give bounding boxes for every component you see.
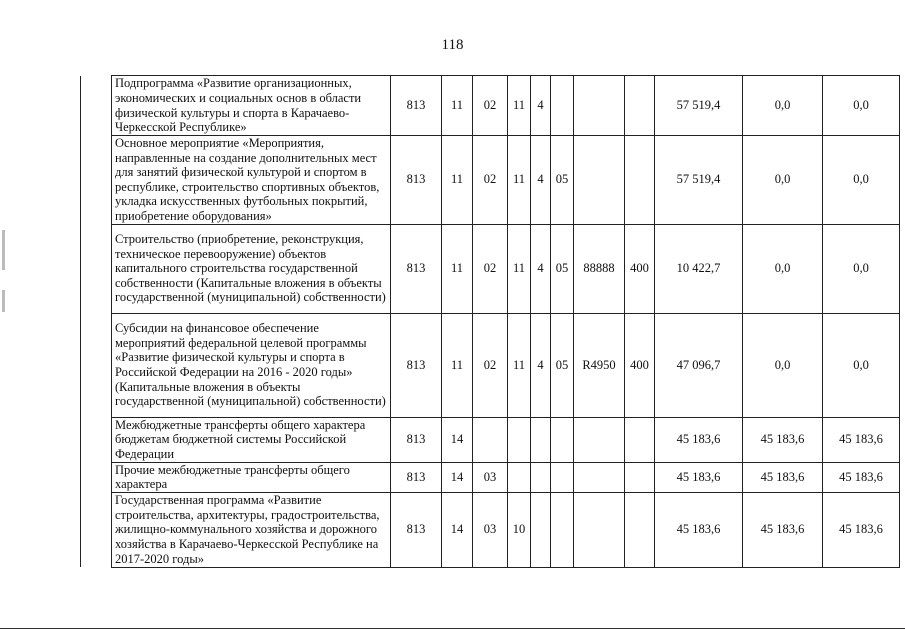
scan-artifact: [2, 290, 5, 312]
amount-year-3: 45 183,6: [823, 417, 900, 462]
ved-code: 813: [391, 492, 442, 567]
ved-code: 813: [391, 136, 442, 225]
amount-year-1: 45 183,6: [655, 462, 743, 492]
amount-year-1: 47 096,7: [655, 313, 743, 417]
section-code: 11: [442, 136, 473, 225]
table-row: [81, 417, 900, 462]
activity-code: 05: [551, 313, 574, 417]
activity-code: [551, 76, 574, 136]
amount-year-1: 57 519,4: [655, 136, 743, 225]
lead-cell: [81, 136, 112, 225]
expense-type-code: [625, 136, 655, 225]
subprogram-code: [531, 462, 551, 492]
row-name: Строительство (приобретение, реконструкция, техническое перевооружение) объектов капитального строительства государственной собственности (Капитальные вложения в объекты государственной (муниципальной) собственности): [112, 224, 391, 313]
lead-cell: [81, 492, 112, 567]
amount-year-1: 45 183,6: [655, 417, 743, 462]
amount-year-3: 45 183,6: [823, 462, 900, 492]
program-code: 11: [508, 76, 531, 136]
lead-cell: [81, 417, 112, 462]
amount-year-1: 57 519,4: [655, 76, 743, 136]
amount-year-2: 0,0: [743, 76, 823, 136]
section-code: 14: [442, 417, 473, 462]
program-code: [508, 417, 531, 462]
expense-type-code: 400: [625, 224, 655, 313]
program-code: 11: [508, 224, 531, 313]
table-row: [81, 76, 900, 136]
expense-type-code: [625, 492, 655, 567]
table-row: [81, 313, 900, 417]
amount-year-3: 45 183,6: [823, 492, 900, 567]
lead-cell: [81, 313, 112, 417]
program-code: 10: [508, 492, 531, 567]
amount-year-1: 45 183,6: [655, 492, 743, 567]
row-name: Прочие межбюджетные трансферты общего характера: [112, 462, 391, 492]
subprogram-code: 4: [531, 313, 551, 417]
expense-type-code: [625, 417, 655, 462]
amount-year-3: 0,0: [823, 76, 900, 136]
row-name: Межбюджетные трансферты общего характера бюджетам бюджетной системы Российской Федерации: [112, 417, 391, 462]
table-row: [81, 492, 900, 567]
lead-cell: [81, 462, 112, 492]
amount-year-1: 10 422,7: [655, 224, 743, 313]
amount-year-2: 0,0: [743, 224, 823, 313]
subsection-code: 03: [473, 462, 508, 492]
expense-type-code: [625, 462, 655, 492]
amount-year-2: 45 183,6: [743, 462, 823, 492]
direction-code: 88888: [574, 224, 625, 313]
table-row: [81, 462, 900, 492]
subprogram-code: [531, 492, 551, 567]
ved-code: 813: [391, 313, 442, 417]
direction-code: R4950: [574, 313, 625, 417]
subprogram-code: 4: [531, 224, 551, 313]
amount-year-3: 0,0: [823, 224, 900, 313]
amount-year-3: 0,0: [823, 313, 900, 417]
subprogram-code: 4: [531, 136, 551, 225]
amount-year-3: 0,0: [823, 136, 900, 225]
row-name: Государственная программа «Развитие строительства, архитектуры, градостроительства, жилищно-коммунального хозяйства и дорожного хозяйства в Карачаево-Черкесской Республике на 2017-2020 годы»: [112, 492, 391, 567]
section-code: 11: [442, 76, 473, 136]
lead-cell: [81, 224, 112, 313]
direction-code: [574, 136, 625, 225]
subsection-code: 02: [473, 136, 508, 225]
program-code: 11: [508, 136, 531, 225]
page-bottom-rule: [0, 628, 905, 629]
activity-code: [551, 417, 574, 462]
section-code: 11: [442, 313, 473, 417]
section-code: 11: [442, 224, 473, 313]
row-name: Основное мероприятие «Мероприятия, направленные на создание дополнительных мест для занятий физической культурой и спортом в республике, строительство спортивных объектов, укладка искусственных футбольных покрытий, приобретение оборудования»: [112, 136, 391, 225]
subsection-code: 02: [473, 313, 508, 417]
section-code: 14: [442, 462, 473, 492]
expense-type-code: 400: [625, 313, 655, 417]
row-name: Субсидии на финансовое обеспечение мероприятий федеральной целевой программы «Развитие физической культуры и спорта в Российской Федерации на 2016 - 2020 годы» (Капитальные вложения в объекты государственной (муниципальной) собственности): [112, 313, 391, 417]
direction-code: [574, 462, 625, 492]
lead-cell: [81, 76, 112, 136]
scan-artifact: [2, 230, 5, 270]
table-row: [81, 136, 900, 225]
activity-code: 05: [551, 136, 574, 225]
direction-code: [574, 492, 625, 567]
subsection-code: 02: [473, 224, 508, 313]
ved-code: 813: [391, 462, 442, 492]
amount-year-2: 45 183,6: [743, 492, 823, 567]
program-code: 11: [508, 313, 531, 417]
amount-year-2: 45 183,6: [743, 417, 823, 462]
subprogram-code: [531, 417, 551, 462]
activity-code: [551, 492, 574, 567]
section-code: 14: [442, 492, 473, 567]
activity-code: [551, 462, 574, 492]
direction-code: [574, 417, 625, 462]
direction-code: [574, 76, 625, 136]
expense-type-code: [625, 76, 655, 136]
activity-code: 05: [551, 224, 574, 313]
amount-year-2: 0,0: [743, 313, 823, 417]
subsection-code: 03: [473, 492, 508, 567]
subsection-code: 02: [473, 76, 508, 136]
amount-year-2: 0,0: [743, 136, 823, 225]
ved-code: 813: [391, 417, 442, 462]
table-row: [81, 224, 900, 313]
ved-code: 813: [391, 224, 442, 313]
row-name: Подпрограмма «Развитие организационных, экономических и социальных основ в области физической культуры и спорта в Карачаево-Черкесской Республике»: [112, 76, 391, 136]
budget-table: [80, 75, 900, 568]
subsection-code: [473, 417, 508, 462]
ved-code: 813: [391, 76, 442, 136]
page-number: 118: [441, 37, 464, 53]
subprogram-code: 4: [531, 76, 551, 136]
program-code: [508, 462, 531, 492]
